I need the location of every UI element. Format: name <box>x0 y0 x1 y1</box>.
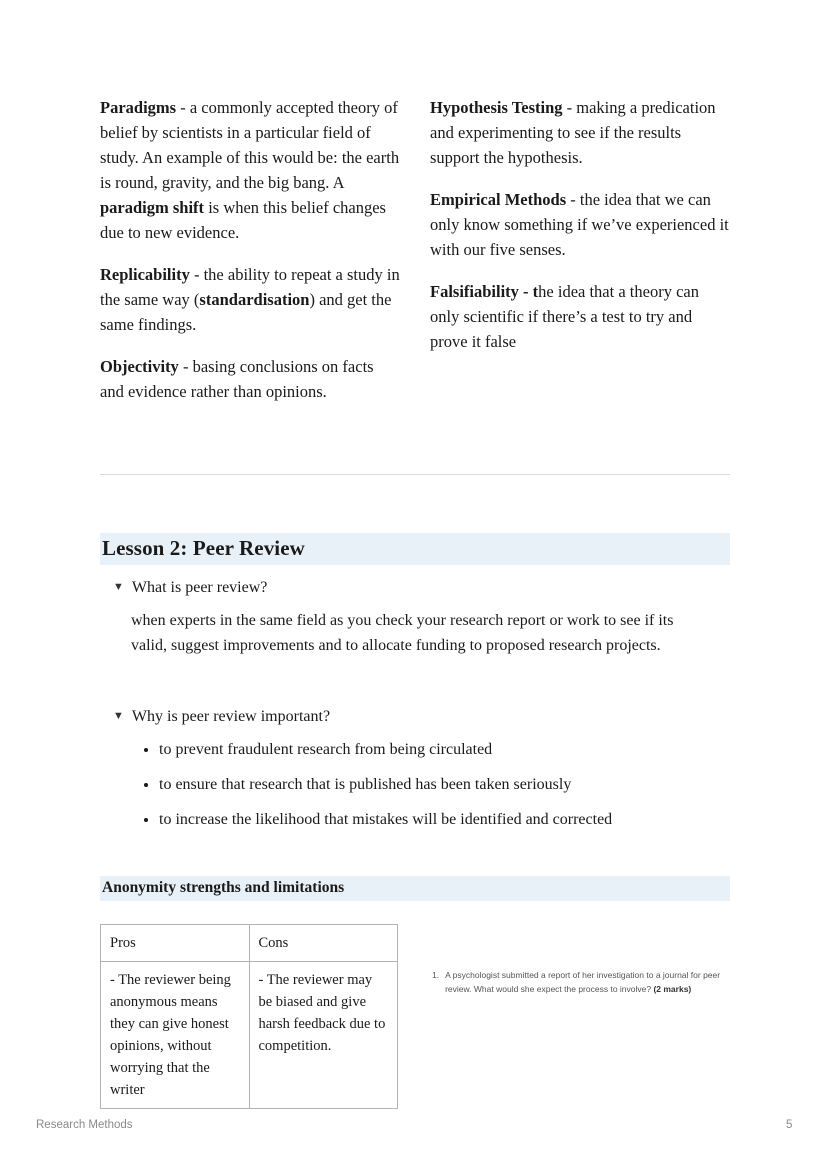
definition-objectivity <box>100 354 400 404</box>
table-header-cons: Cons <box>249 925 398 962</box>
definitions-left-column <box>100 95 400 404</box>
definition-text-continued: is when this belief changes due to new evidence. <box>100 198 386 242</box>
definition-inline-bold: standardisation <box>199 290 310 309</box>
definition-text: making a predication and experimenting to see if the results support the hypothesis. <box>430 98 716 167</box>
definition-text: a commonly accepted theory of belief by scientists in a particular field of study. An example of this would be: the earth is round, gravity, and the big bang. A <box>100 98 400 192</box>
definition-replicability <box>100 262 400 337</box>
definition-paradigms <box>100 95 400 245</box>
definition-term: Objectivity <box>100 357 179 376</box>
pros-cons-table <box>100 924 398 1109</box>
exam-question-snippet <box>432 968 722 996</box>
chevron-down-icon[interactable]: ▼ <box>113 581 124 593</box>
collapsible-question-1[interactable] <box>113 577 267 598</box>
exam-question-body: A psychologist submitted a report of her investigation to a journal for peer review. What would she expect the process to involve? <box>445 970 721 994</box>
list-item: • to ensure that research that is published has been taken seriously <box>159 774 719 795</box>
footer-title: Research Methods <box>36 1119 133 1131</box>
definition-term: Empirical Methods <box>430 190 567 209</box>
definition-term: Replicability <box>100 265 190 284</box>
definition-inline-bold: paradigm shift <box>100 198 205 217</box>
collapsible-question-2[interactable] <box>113 706 330 727</box>
definition-text: the idea that we can only know something if we’ve experienced it with our five senses. <box>430 190 729 259</box>
definition-term: Falsifiability <box>430 282 519 301</box>
table-header-row <box>101 925 398 962</box>
definitions-block <box>100 95 730 404</box>
answer-2-bullet-list <box>141 739 719 844</box>
question-1-label: What is peer review? <box>131 579 268 596</box>
definition-falsifiability <box>430 279 730 354</box>
answer-1-text: when experts in the same field as you check your research report or work to see if its valid, suggest improvements and to allocate funding to proposed research projects. <box>131 612 674 654</box>
lesson-heading: Lesson 2: Peer Review <box>100 533 730 565</box>
definition-text: the ability to repeat a study in the same way ( <box>100 265 400 309</box>
definition-separator: - <box>189 265 204 284</box>
anonymity-heading: Anonymity strengths and limitations <box>100 876 730 901</box>
definition-separator: - <box>562 98 577 117</box>
definition-separator: - <box>176 98 190 117</box>
definition-term: Paradigms <box>100 98 177 117</box>
section-divider <box>100 474 730 475</box>
exam-question-number: 1. <box>432 970 440 980</box>
footer-page-number: 5 <box>786 1119 793 1131</box>
definition-term: Hypothesis Testing <box>430 98 563 117</box>
list-item: • to increase the likelihood that mistakes will be identified and corrected <box>159 809 719 830</box>
table-header-pros: Pros <box>101 925 250 962</box>
exam-question-marks: (2 marks) <box>653 984 692 994</box>
definition-text: basing conclusions on facts and evidence rather than opinions. <box>100 357 374 401</box>
table-cell-cons: - The reviewer may be biased and give harsh feedback due to competition. <box>249 962 398 1109</box>
question-2-label: Why is peer review important? <box>131 708 331 725</box>
definition-separator: - <box>178 357 193 376</box>
definition-separator: - <box>566 190 580 209</box>
definition-empirical-methods <box>430 187 730 262</box>
definitions-right-column <box>430 95 730 404</box>
definition-text-continued: ) and get the same findings. <box>100 290 392 334</box>
definition-text: he idea that a theory can only scientific if there’s a test to try and prove it false <box>430 282 699 351</box>
definition-hypothesis-testing <box>430 95 730 170</box>
table-cell-pros: - The reviewer being anonymous means they can give honest opinions, without worrying that the writer <box>101 962 250 1109</box>
list-item: • to prevent fraudulent research from being circulated <box>159 739 719 760</box>
exam-question-text <box>445 968 722 996</box>
chevron-down-icon[interactable]: ▼ <box>113 710 124 722</box>
definition-separator: - t <box>518 282 539 301</box>
table-row <box>101 962 398 1109</box>
